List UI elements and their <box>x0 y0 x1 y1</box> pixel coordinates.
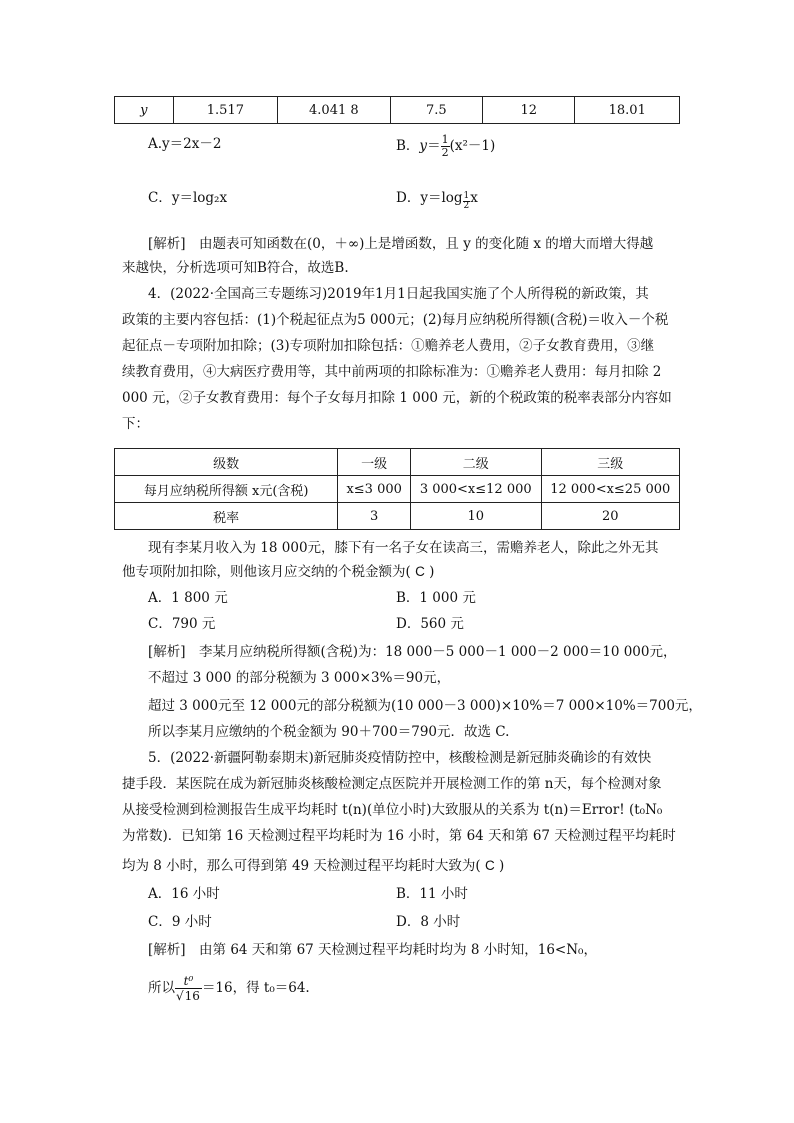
table-cell: x≤3 000 <box>338 476 411 503</box>
analysis-text: 所以 $\frac{\text{t⁰}}{√16}$ ＝16，得 t₀＝64. <box>148 974 310 1003</box>
question-text: 均为 8 小时，那么可得到第 49 天检测过程平均耗时大致为( C ) <box>122 858 505 874</box>
option-b <box>396 134 495 159</box>
tax-rate-table <box>114 448 680 530</box>
option-c: C．9 小时 <box>148 914 212 930</box>
analysis-text: [解析] 由第 64 天和第 67 天检测过程平均耗时均为 8 小时知，16<N₀， <box>148 942 597 958</box>
table-cell: 10 <box>410 503 541 530</box>
option-label: A. <box>148 136 163 152</box>
option-label: B． <box>396 138 420 154</box>
variable: y <box>419 138 428 154</box>
table-cell: 12 <box>483 97 575 124</box>
table-row <box>115 476 680 503</box>
analysis-text: [解析] 由题表可知函数在(0，＋∞)上是增函数，且 y 的变化随 x 的增大而增大得越 <box>148 236 654 252</box>
question-text: 捷手段．某医院在成为新冠肺炎核酸检测定点医院并开展检测工作的第 n天，每个检测对象 <box>122 776 662 792</box>
table-cell: 18.01 <box>575 97 680 124</box>
table-cell: y <box>115 97 174 124</box>
option-c: C．790 元 <box>148 616 216 632</box>
table-cell: 一级 <box>338 449 411 476</box>
table-row <box>115 449 680 476</box>
question-text: 政策的主要内容包括：(1)个税起征点为5 000元；(2)每月应纳税所得额(含税)＝收入－个税 <box>122 312 669 328</box>
option-d: D．560 元 <box>396 616 464 632</box>
option-a: A．1 800 元 <box>148 590 228 606</box>
option-b: B．11 小时 <box>396 886 468 902</box>
table-cell: 7.5 <box>390 97 482 124</box>
analysis-text: 不超过 3 000 的部分税额为 3 000×3%＝90元， <box>148 670 451 686</box>
option-b: B．1 000 元 <box>396 590 476 606</box>
table-cell: 1.517 <box>173 97 278 124</box>
option-d <box>396 188 478 211</box>
function-values-table <box>114 96 680 124</box>
question-text: 现有李某月收入为 18 000元，膝下有一名子女在读高三，需赡养老人，除此之外无其 <box>148 540 659 556</box>
fraction: $\frac{\text{t⁰}}{√16}$ <box>176 974 200 1003</box>
table-cell: 级数 <box>115 449 338 476</box>
table-cell: 4.041 8 <box>278 97 390 124</box>
answer-mark: C <box>485 858 495 873</box>
option-d: D．8 小时 <box>396 914 461 930</box>
option-label: D． <box>396 190 421 206</box>
analysis-text: 所以李某月应缴纳的个税金额为 90＋700＝790元．故选 C. <box>148 724 510 740</box>
table-cell: 3 000<x≤12 000 <box>410 476 541 503</box>
table-cell: 税率 <box>115 503 338 530</box>
option-text: x <box>470 190 478 206</box>
question-text: 为常数)．已知第 16 天检测过程平均耗时为 16 小时，第 64 天和第 67 天检测过程平均耗时 <box>122 828 676 844</box>
question-text: 从接受检测到检测报告生成平均耗时 t(n)(单位小时)大致服从的关系为 t(n)＝Error! (t₀N₀ <box>122 802 663 818</box>
analysis-text: 来越快，分析选项可知B符合，故选B. <box>122 260 349 276</box>
question-text: 5．(2022·新疆阿勒泰期末)新冠肺炎疫情防控中，核酸检测是新冠肺炎确诊的有效快 <box>148 750 652 766</box>
option-text: y＝log₂x <box>171 190 228 206</box>
table-cell: 每月应纳税所得额 x元(含税) <box>115 476 338 503</box>
table-cell: 3 <box>338 503 411 530</box>
option-a <box>148 134 221 154</box>
question-text: 续教育费用，④大病医疗费用等，其中前两项的扣除标准为：①赡养老人费用：每月扣除 2 <box>122 364 662 380</box>
fraction: $\frac{1}{2}$ <box>441 133 449 159</box>
option-label: C． <box>148 190 172 206</box>
log-base-fraction: $\frac{1}{2}$ <box>463 191 470 211</box>
table-cell: 12 000<x≤25 000 <box>541 476 680 503</box>
option-a: A．16 小时 <box>148 886 220 902</box>
question-text: 000 元，②子女教育费用：每个子女每月扣除 1 000 元，新的个税政策的税率表部分内容如 <box>122 390 672 406</box>
analysis-text: [解析] 李某月应纳税所得额(含税)为：18 000－5 000－1 000－2 000＝10 000元， <box>148 644 677 660</box>
answer-mark: C <box>415 564 425 579</box>
question-text: 起征点－专项附加扣除；(3)专项附加扣除包括：①赡养老人费用，②子女教育费用，③继 <box>122 338 655 354</box>
equals: ＝ <box>427 138 441 154</box>
table-cell: 三级 <box>541 449 680 476</box>
table-cell: 二级 <box>410 449 541 476</box>
table-row <box>115 503 680 530</box>
table-row <box>115 97 680 124</box>
question-text: 4．(2022·全国高三专题练习)2019年1月1日起我国实施了个人所得税的新政策，其 <box>148 286 649 302</box>
question-text: 下： <box>122 416 149 432</box>
option-text: y＝log <box>420 190 463 206</box>
option-text: (x²－1) <box>449 138 496 154</box>
question-text: 他专项附加扣除，则他该月应交纳的个税金额为( C ) <box>122 564 435 580</box>
option-c <box>148 188 227 208</box>
table-cell: 20 <box>541 503 680 530</box>
analysis-text: 超过 3 000元至 12 000元的部分税额为(10 000－3 000)×10%＝7 000×10%＝700元， <box>148 698 702 714</box>
option-text: y＝2x－2 <box>162 136 222 152</box>
